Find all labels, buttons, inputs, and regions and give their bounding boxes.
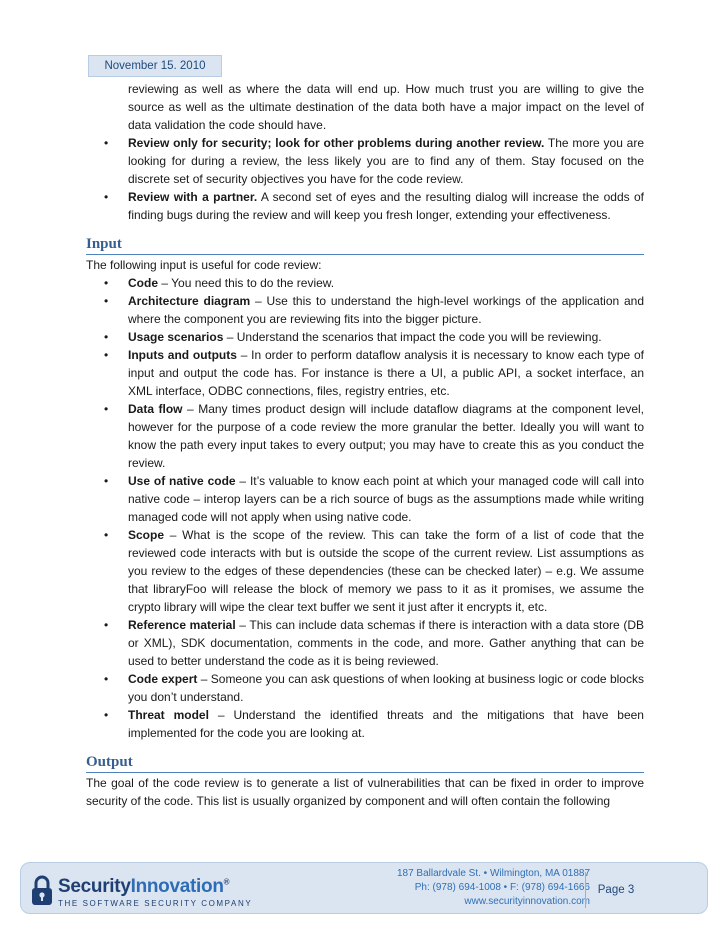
- input-heading: Input: [86, 235, 644, 255]
- list-item-text: – Understand the scenarios that impact the code you will be reviewing.: [223, 330, 602, 344]
- list-item-term: Review only for security; look for other problems during another review.: [128, 136, 545, 150]
- logo-wordmark: SecurityInnovation®: [58, 876, 230, 897]
- list-item: [104, 328, 644, 346]
- review-tips-list: [86, 134, 644, 224]
- footer-contact: [360, 867, 590, 909]
- bullet-icon: •: [104, 528, 109, 542]
- list-item-term: Threat model: [128, 708, 209, 722]
- list-item: [104, 706, 644, 742]
- footer-address: 187 Ballardvale St. • Wilmington, MA 01887: [396, 868, 590, 879]
- list-item-term: Data flow: [128, 402, 183, 416]
- list-item: [104, 472, 644, 526]
- bullet-icon: •: [104, 190, 109, 204]
- list-item: [104, 526, 644, 616]
- input-list: [86, 274, 644, 742]
- bullet-icon: •: [104, 672, 109, 686]
- page-footer: [0, 862, 728, 943]
- list-item: [104, 400, 644, 472]
- bullet-icon: •: [104, 136, 109, 150]
- list-item-text: A second set of eyes and the resulting dialog will increase the odds of finding bugs during the review and will keep you fresh longer, extending your effectiveness.: [128, 190, 644, 222]
- list-item-text: – In order to perform dataflow analysis it is necessary to know each type of input and output the code has. For instance is there a UI, a public API, a socket interface, an XML interface, ODBC connections, files, registry entries, etc.: [128, 348, 644, 398]
- list-item-text: – Many times product design will include dataflow diagrams at the component level, however for the purpose of a code review the more granular the better. Ideally you will want to know the path every input takes to every output; you may have to create this as you conduct the review.: [128, 402, 644, 470]
- logo-tagline: THE SOFTWARE SECURITY COMPANY: [58, 899, 253, 908]
- list-item-term: Code: [128, 276, 158, 290]
- list-item-text: – What is the scope of the review. This can take the form of a list of code that the reviewed code interacts with but is outside the scope of the current review. List assumptions as you review to the edges of these dependencies (these can be checked later) – e.g. We assume that libraryFoo will release the block of memory we pass to it as it promises, we assume the crypto library will wipe the clear text buffer we sent it just after it encrypts it, etc.: [128, 528, 644, 614]
- list-item-text: – This can include data schemas if there is interaction with a data store (DB or XML), SDK documentation, comments in the code, and more. Gather anything that can be used to better understand the code as it is being reviewed.: [128, 618, 645, 668]
- list-item-text: – Someone you can ask questions of when looking at business logic or code blocks you don’t understand.: [128, 672, 644, 704]
- continuation-paragraph: reviewing as well as where the data will end up. How much trust you are willing to give the source as well as the ultimate destination of the data both have a major impact on the level of data validation the code should have.: [128, 82, 644, 132]
- page-number: Page 3: [585, 872, 646, 908]
- bullet-icon: •: [104, 348, 109, 362]
- input-intro: The following input is useful for code review:: [86, 258, 322, 272]
- list-item: [104, 346, 644, 400]
- list-item-text: – You need this to do the review.: [158, 276, 335, 290]
- footer-phone: Ph: (978) 694-1008 • F: (978) 694-1666: [414, 882, 590, 893]
- list-item: [104, 274, 644, 292]
- list-item-term: Architecture diagram: [128, 294, 251, 308]
- page-content: [86, 80, 644, 810]
- company-logo: [30, 872, 260, 912]
- bullet-icon: •: [104, 708, 109, 722]
- list-item-term: Scope: [128, 528, 165, 542]
- list-item: [104, 670, 644, 706]
- list-item: [104, 188, 644, 224]
- list-item-text: – Understand the identified threats and the mitigations that have been implemented for the code you are looking at.: [128, 708, 644, 740]
- output-paragraph: The goal of the code review is to generate a list of vulnerabilities that can be fixed in order to improve security of the code. This list is usually organized by component and will often contain the following: [86, 776, 644, 808]
- list-item-term: Use of native code: [128, 474, 236, 488]
- list-item-term: Review with a partner.: [128, 190, 258, 204]
- lock-icon: [30, 874, 54, 908]
- bullet-icon: •: [104, 294, 109, 308]
- list-item-text: – Use this to understand the high-level workings of the application and where the component you are reviewing fits into the bigger picture.: [128, 294, 644, 326]
- output-heading: Output: [86, 753, 644, 773]
- list-item: [104, 292, 644, 328]
- list-item-term: Inputs and outputs: [128, 348, 237, 362]
- list-item: [104, 134, 645, 188]
- list-item-text: – It’s valuable to know each point at which your managed code will call into native code – interop layers can be a rich source of bugs as the assumptions made while writing managed code will not apply when using native code.: [128, 474, 644, 524]
- bullet-icon: •: [104, 330, 109, 344]
- logo-word-security: Security: [58, 876, 131, 897]
- bullet-icon: •: [104, 276, 109, 290]
- list-item-text: The more you are looking for during a review, the less likely you are to find any of them. Stay focused on the discrete set of security objectives you have for the code review.: [128, 136, 645, 186]
- bullet-icon: •: [104, 474, 109, 488]
- bullet-icon: •: [104, 402, 109, 416]
- bullet-icon: •: [104, 618, 109, 632]
- list-item-term: Usage scenarios: [128, 330, 224, 344]
- list-item: [104, 616, 645, 670]
- footer-website-link[interactable]: www.securityinnovation.com: [464, 896, 590, 907]
- logo-word-innovation: Innovation: [130, 876, 224, 897]
- list-item-term: Code expert: [128, 672, 198, 686]
- list-item-term: Reference material: [128, 618, 236, 632]
- header-date: November 15. 2010: [88, 55, 222, 77]
